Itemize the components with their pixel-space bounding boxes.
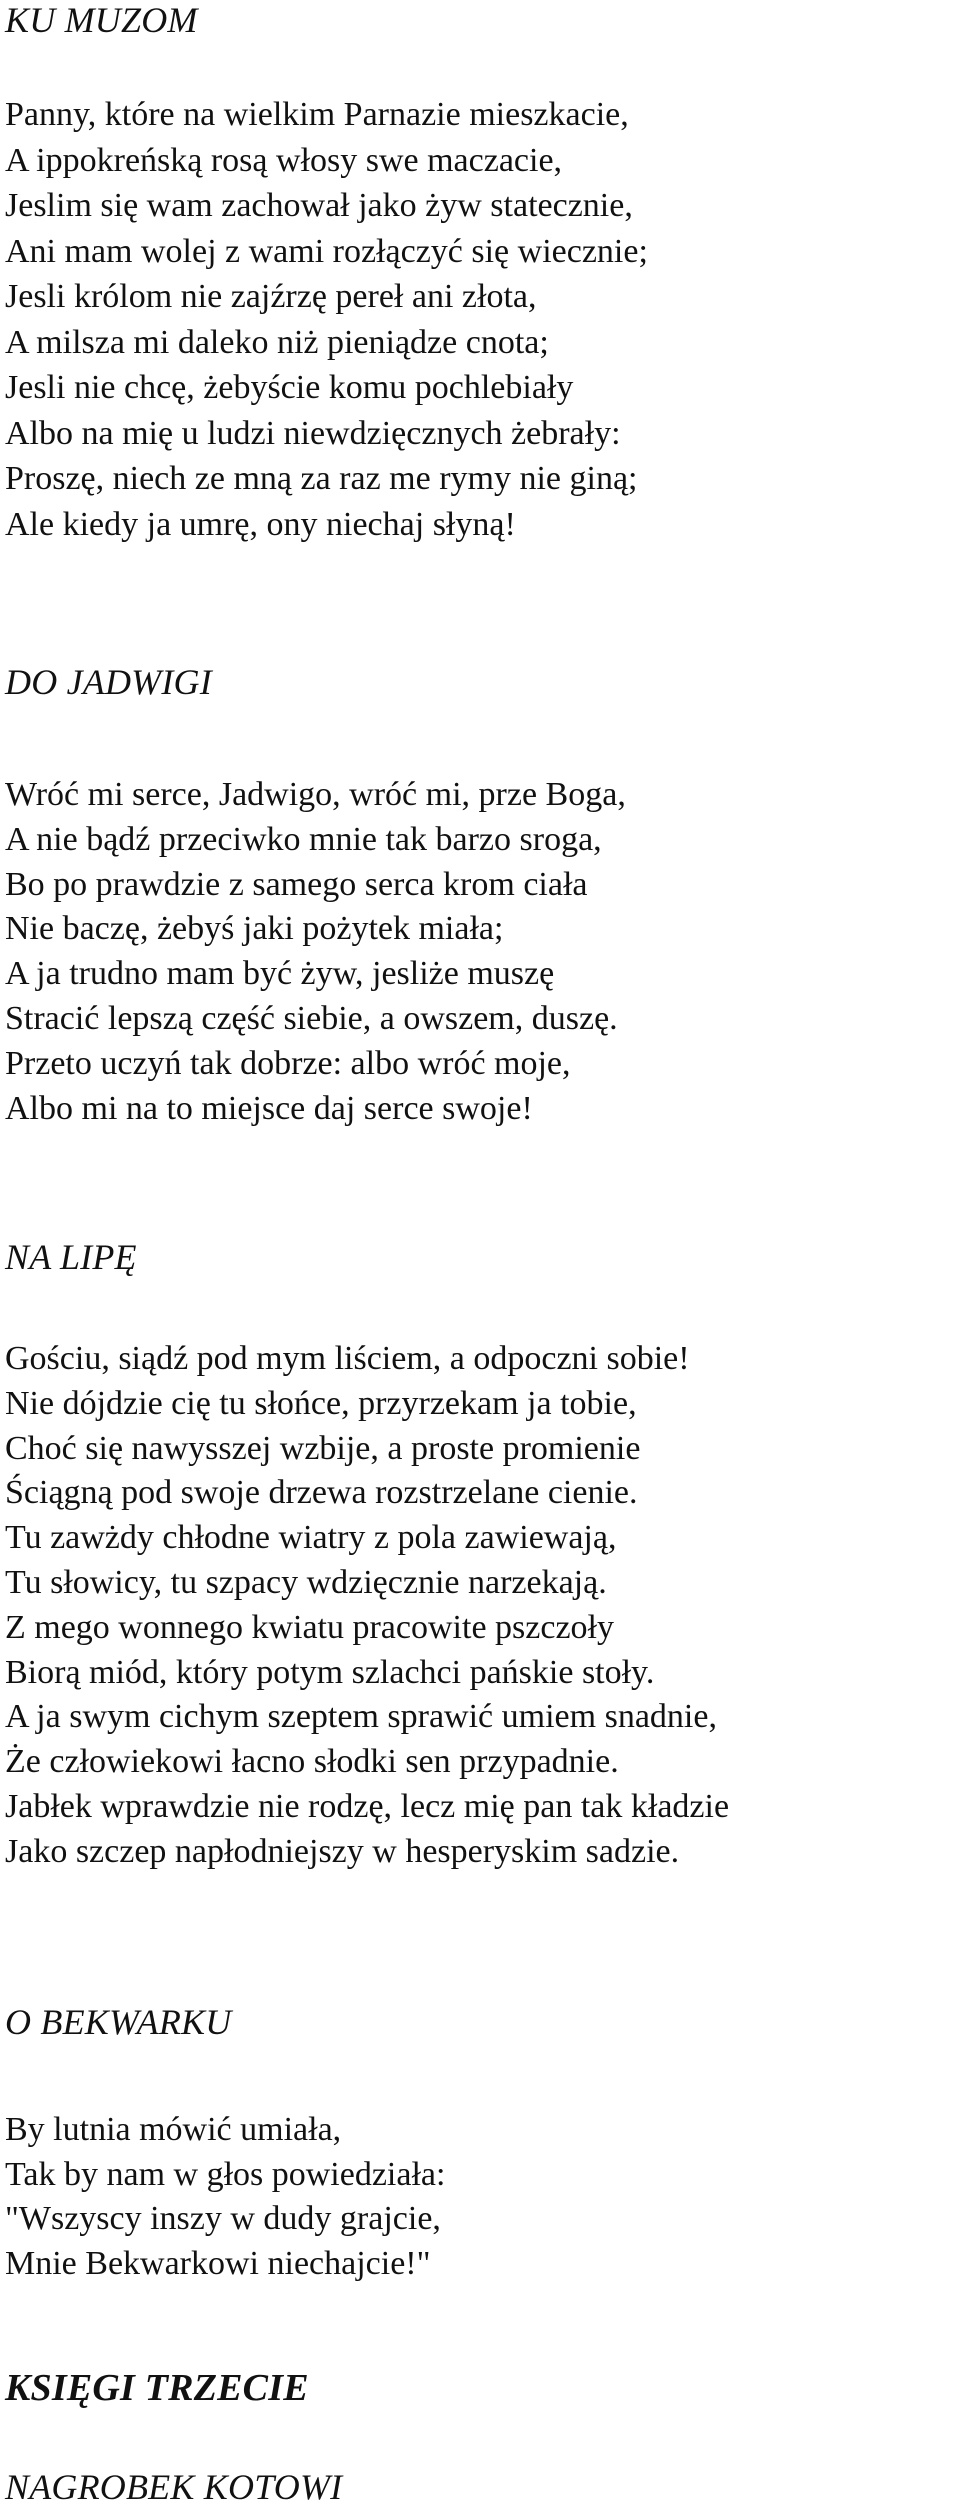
poem-line: A milsza mi daleko niż pieniądze cnota;	[5, 323, 549, 361]
poem-line: Mnie Bekwarkowi niechajcie!"	[5, 2245, 431, 2283]
poem-title-nagrobek-kotowi: NAGROBEK KOTOWI	[5, 2467, 343, 2507]
poem-line: Jesli nie chcę, żebyście komu pochlebiały	[5, 369, 574, 406]
poem-title-na-lipe: NA LIPĘ	[5, 1237, 137, 1277]
poem-line: Jako szczep napłodniejszy w hesperyskim sadzie.	[5, 1832, 680, 1870]
poem-line: Tu słowicy, tu szpacy wdzięcznie narzekają.	[5, 1563, 607, 1601]
poem-body-o-bekwarku	[5, 2108, 445, 2287]
poem-line: Stracić lepszą część siebie, a owszem, duszę.	[5, 999, 618, 1037]
poem-line: Tak by nam w głos powiedziała:	[5, 2155, 446, 2193]
poem-line: Albo na mię u ludzi niewdzięcznych żebrały:	[5, 414, 621, 452]
poem-line: Jabłek wprawdzie nie rodzę, lecz mię pan tak kładzie	[5, 1787, 730, 1825]
poem-line: Albo mi na to miejsce daj serce swoje!	[5, 1089, 533, 1127]
poem-line: Przeto uczyń tak dobrze: albo wróć moje,	[5, 1044, 571, 1082]
poem-line: "Wszyscy inszy w dudy grajcie,	[5, 2200, 441, 2238]
poem-body-do-jadwigi	[5, 773, 626, 1131]
poem-line: By lutnia mówić umiała,	[5, 2111, 342, 2148]
poem-line: Ściągną pod swoje drzewa rozstrzelane cienie.	[5, 1474, 638, 1512]
poem-line: A ja trudno mam być żyw, jesliże muszę	[5, 955, 555, 993]
poem-line: Bo po prawdzie z samego serca krom ciała	[5, 865, 588, 903]
poem-line: Nie dójdzie cię tu słońce, przyrzekam ja tobie,	[5, 1384, 637, 1422]
poem-title-do-jadwigi: DO JADWIGI	[5, 662, 212, 702]
poem-body-na-lipe	[5, 1337, 729, 1875]
poem-line: Panny, które na wielkim Parnazie mieszkacie,	[5, 96, 629, 133]
poem-line: Gościu, siądź pod mym liściem, a odpoczni sobie!	[5, 1340, 690, 1377]
poem-line: Proszę, niech ze mną za raz me rymy nie giną;	[5, 460, 638, 497]
poem-line: A ippokreńską rosą włosy swe maczacie,	[5, 141, 563, 179]
poem-title-ku-muzom: KU MUZOM	[5, 0, 198, 40]
poem-body-ku-muzom	[5, 92, 648, 547]
poem-line: Ale kiedy ja umrę, ony niechaj słyną!	[5, 505, 516, 543]
poem-line: Jeslim się wam zachował jako żyw statecznie,	[5, 187, 633, 224]
poem-line: A nie bądź przeciwko mnie tak barzo sroga,	[5, 820, 602, 858]
poem-line: Ani mam wolej z wami rozłączyć się wiecznie;	[5, 232, 648, 270]
poem-line: Że człowiekowi łacno słodki sen przypadnie.	[5, 1743, 619, 1781]
poem-line: Choć się nawysszej wzbije, a proste promienie	[5, 1429, 641, 1467]
poem-line: Z mego wonnego kwiatu pracowite pszczoły	[5, 1608, 614, 1646]
poem-line: Wróć mi serce, Jadwigo, wróć mi, prze Boga,	[5, 776, 626, 813]
poem-line: Nie baczę, żebyś jaki pożytek miała;	[5, 910, 504, 948]
poem-title-o-bekwarku: O BEKWARKU	[5, 2002, 232, 2042]
poem-line: Tu zawżdy chłodne wiatry z pola zawiewają,	[5, 1519, 617, 1557]
section-heading: KSIĘGI TRZECIE	[5, 2367, 309, 2409]
poem-line: Biorą miód, który potym szlachci pańskie stoły.	[5, 1653, 655, 1691]
poem-line: Jesli królom nie zajźrzę pereł ani złota,	[5, 278, 537, 315]
poem-line: A ja swym cichym szeptem sprawić umiem snadnie,	[5, 1698, 717, 1736]
